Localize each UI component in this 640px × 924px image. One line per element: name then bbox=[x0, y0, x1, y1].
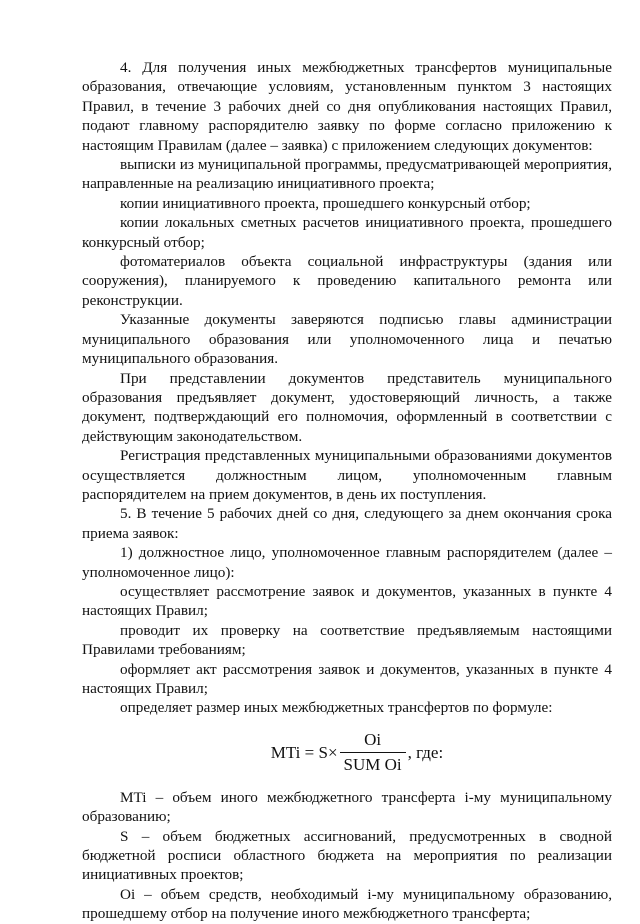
formula-suffix: , где: bbox=[407, 743, 444, 763]
paragraph-representative: При представлении документов представитель муниципального образования предъявляет документ, удостоверяющий личность, а также документ, подтверждающий его полномочия, оформленный в соответствии с действующим законодательством. bbox=[82, 369, 612, 445]
paragraph-certification: Указанные документы заверяются подписью главы администрации муниципального образования или уполномоченного лица и печатью муниципального образования. bbox=[82, 311, 612, 368]
list-item-photos: фотоматериалов объекта социальной инфраструктуры (здания или сооружения), планируемого к проведению капитального ремонта или реконструкции. bbox=[82, 253, 612, 309]
formula bbox=[82, 724, 612, 782]
list-item-project-copy: копии инициативного проекта, прошедшего конкурсный отбор; bbox=[120, 194, 531, 212]
list-item-review: осуществляет рассмотрение заявок и документов, указанных в пункте 4 настоящих Правил; bbox=[82, 582, 612, 620]
document-page bbox=[82, 58, 612, 924]
list-item-act: оформляет акт рассмотрения заявок и документов, указанных в пункте 4 настоящих Правил; bbox=[82, 660, 612, 697]
formula-numerator: Oi bbox=[364, 730, 382, 750]
paragraph-subitem-1: 1) должностное лицо, уполномоченное главным распорядителем (далее – уполномоченное лицо): bbox=[82, 544, 612, 581]
definition-mti: MTi – объем иного межбюджетного трансферта i-му муниципальному образованию; bbox=[82, 788, 612, 826]
list-item-formula-intro: определяет размер иных межбюджетных трансфертов по формуле: bbox=[120, 699, 553, 717]
paragraph-item-5: 5. В течение 5 рабочих дней со дня, следующего за днем окончания срока приема заявок: bbox=[82, 505, 612, 542]
list-item-check: проводит их проверку на соответствие предъявляемым настоящими Правилами требованиям; bbox=[82, 621, 612, 659]
formula-fraction bbox=[340, 729, 406, 776]
formula-lhs: MTi = S× bbox=[270, 743, 338, 763]
definition-oi: Oi – объем средств, необходимый i-му муниципальному образованию, прошедшему отбор на получение иного межбюджетного трансферта; bbox=[82, 885, 612, 923]
definition-s: S – объем бюджетных ассигнований, предусмотренных в сводной бюджетной росписи областного бюджета на мероприятия по реализации инициативных проектов; bbox=[82, 827, 612, 884]
paragraph-item-4: 4. Для получения иных межбюджетных трансфертов муниципальные образования, отвечающие условиям, установленным пунктом 3 настоящих Правил, в течение 3 рабочих дней со дня опубликования настоящих Правил, подают главному распорядителю заявку по форме согласно приложению к настоящим Правилам (далее – заявка) с приложением следующих документов: bbox=[82, 59, 612, 154]
list-item-program-extract: выписки из муниципальной программы, предусматривающей мероприятия, направленные на реализацию инициативного проекта; bbox=[82, 156, 612, 193]
formula-denominator: SUM Oi bbox=[340, 752, 406, 776]
paragraph-registration: Регистрация представленных муниципальными образованиями документов осуществляется должностным лицом, уполномоченным главным распорядителем на прием документов, в день их поступления. bbox=[82, 447, 612, 503]
list-item-estimates-copy: копии локальных сметных расчетов инициативного проекта, прошедшего конкурсный отбор; bbox=[82, 214, 612, 251]
